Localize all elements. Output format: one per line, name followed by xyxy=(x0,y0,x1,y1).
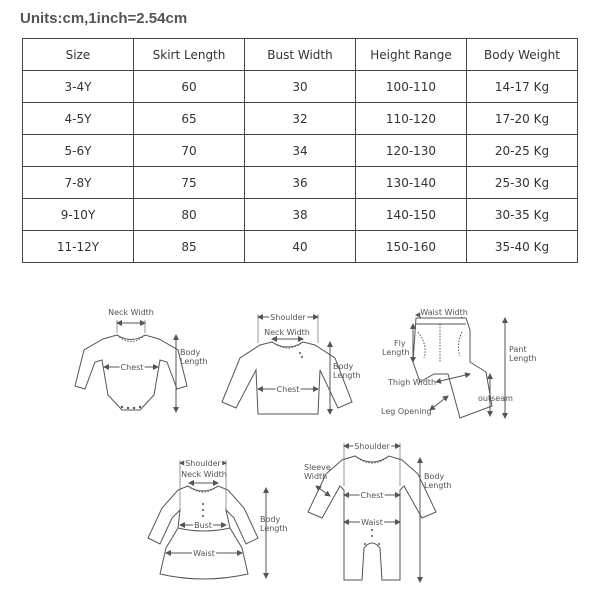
bodysuit-neck-width-label: Neck Width xyxy=(108,308,154,317)
header-height-range: Height Range xyxy=(356,39,467,71)
romper-length-label: Length xyxy=(424,481,452,490)
dress-body-label: Body xyxy=(260,515,281,524)
romper-sleeve-label: Sleeve xyxy=(304,463,331,472)
pants-length-label: Length xyxy=(509,354,537,363)
table-row xyxy=(23,199,578,231)
dress-neck-width-label: Neck Width xyxy=(181,470,227,479)
pants-leg-opening-label: Leg Opening xyxy=(381,407,432,416)
pants-thigh-width-label: Thigh Width xyxy=(388,378,437,387)
table-row xyxy=(23,71,578,103)
table-cell: 85 xyxy=(134,231,245,263)
table-cell: 130-140 xyxy=(356,167,467,199)
table-cell: 30 xyxy=(245,71,356,103)
table-row xyxy=(23,135,578,167)
romper-body-label: Body xyxy=(424,472,445,481)
table-cell: 4-5Y xyxy=(23,103,134,135)
table-row xyxy=(23,231,578,263)
table-cell: 140-150 xyxy=(356,199,467,231)
table-cell: 100-110 xyxy=(356,71,467,103)
romper-shoulder-label: Shoulder xyxy=(354,442,390,451)
pants-outseam-label: outseam xyxy=(478,394,513,403)
romper-waist-label: Waist xyxy=(361,518,383,527)
measurement-diagrams xyxy=(0,290,600,600)
size-chart-table xyxy=(22,38,578,263)
table-header-row xyxy=(23,39,578,71)
pants-fly-label: Fly xyxy=(394,339,406,348)
header-skirt-length: Skirt Length xyxy=(134,39,245,71)
header-body-weight: Body Weight xyxy=(467,39,578,71)
table-cell: 38 xyxy=(245,199,356,231)
bodysuit-length-label: Length xyxy=(180,357,208,366)
tshirt-body-label: Body xyxy=(333,362,354,371)
table-cell: 150-160 xyxy=(356,231,467,263)
pants-fly-length-label: Length xyxy=(382,348,410,357)
pants-waist-width-label: Waist Width xyxy=(420,308,468,317)
tshirt-neck-width-label: Neck Width xyxy=(264,328,310,337)
table-cell: 34 xyxy=(245,135,356,167)
table-row xyxy=(23,103,578,135)
table-cell: 30-35 Kg xyxy=(467,199,578,231)
dress-length-label: Length xyxy=(260,524,288,533)
units-label: Units:cm,1inch=2.54cm xyxy=(20,10,188,27)
table-cell: 75 xyxy=(134,167,245,199)
header-size: Size xyxy=(23,39,134,71)
dress-waist-label: Waist xyxy=(193,549,215,558)
table-cell: 7-8Y xyxy=(23,167,134,199)
table-cell: 11-12Y xyxy=(23,231,134,263)
table-cell: 36 xyxy=(245,167,356,199)
table-cell: 20-25 Kg xyxy=(467,135,578,167)
table-cell: 25-30 Kg xyxy=(467,167,578,199)
table-cell: 32 xyxy=(245,103,356,135)
tshirt-chest-label: Chest xyxy=(276,385,300,394)
bodysuit-body-label: Body xyxy=(180,348,201,357)
table-cell: 17-20 Kg xyxy=(467,103,578,135)
table-cell: 3-4Y xyxy=(23,71,134,103)
table-cell: 70 xyxy=(134,135,245,167)
table-cell: 110-120 xyxy=(356,103,467,135)
romper-width-label: Width xyxy=(304,472,328,481)
tshirt-length-label: Length xyxy=(333,371,361,380)
dress-shoulder-label: Shoulder xyxy=(185,459,221,468)
table-cell: 65 xyxy=(134,103,245,135)
table-cell: 40 xyxy=(245,231,356,263)
table-cell: 35-40 Kg xyxy=(467,231,578,263)
table-cell: 9-10Y xyxy=(23,199,134,231)
table-row xyxy=(23,167,578,199)
table-cell: 60 xyxy=(134,71,245,103)
table-cell: 14-17 Kg xyxy=(467,71,578,103)
romper-chest-label: Chest xyxy=(360,491,384,500)
bodysuit-chest-label: Chest xyxy=(120,363,144,372)
table-cell: 5-6Y xyxy=(23,135,134,167)
table-cell: 120-130 xyxy=(356,135,467,167)
dress-bust-label: Bust xyxy=(194,521,212,530)
header-bust-width: Bust Width xyxy=(245,39,356,71)
tshirt-shoulder-label: Shoulder xyxy=(270,313,306,322)
table-cell: 80 xyxy=(134,199,245,231)
pants-pant-label: Pant xyxy=(509,345,527,354)
